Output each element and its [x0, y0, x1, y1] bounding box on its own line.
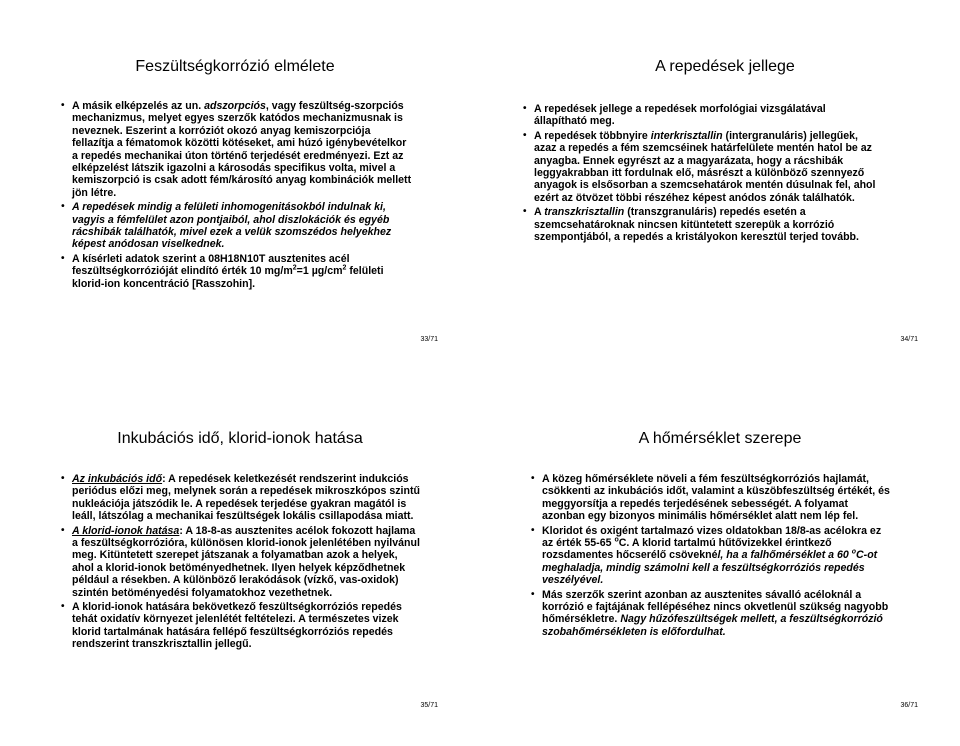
slide-33: [0, 0, 480, 373]
page-number: 36/71: [900, 702, 918, 709]
list-item: • Más szerzők szerint azonban az ausztenites sávalló acéloknál a korrózió e fajtájának fellépéséhez nincs okvetlenül szükség nagyobb hőmérsékletre. Nagy hűzófeszültségek mellett, a feszültségkorrózió szobahőmérsékleten is előfordulhat.: [532, 589, 892, 639]
bullet-list: [524, 103, 879, 245]
page-number: 33/71: [420, 336, 438, 343]
bullet-list: [62, 100, 414, 292]
list-item: • A másik elképzelés az un. adszorpciós, vagy feszültség-szorpciós mechanizmus, melyet egyes szerzők katódos mechanizmusnak is neveznek. Eszerint a korróziót okozó anyag kemiszorpciója fellazítja a fématomok közötti kötéseket, ami húzó igénybevételkor a repedés mechanikai úton történő terjedését eredményezi. Ezt az elképzelést látszik igazolni a károsodás specifikus volta, mivel a kemiszorpció is csak adott fém/károsító anyag kombinációk mellett jön létre.: [62, 100, 414, 199]
list-item: • Az inkubációs idő: A repedések keletkezését rendszerint indukciós periódus előzi meg, melynek során a repedések mikroszkópos szintű nukleációja játszódik le. A repedések terjedése gyakran magától is leáll, látszólag a mechanikai feszültségek lokális csillapodása miatt.: [62, 473, 422, 523]
bullet-list: [532, 473, 892, 640]
list-item: • A klorid-ionok hatása: A 18-8-as ausztenites acélok fokozott hajlama a feszültségkorrózióra, különösen klorid-ionok jelenlétében nyilvánul meg. Kitüntetett szerepet játszanak a folyamatban azok a helyek, ahol a klorid-ionok betöményedhetnek. Ilyen helyek képződhetnek például a résekben. A különböző lerakódások (vízkő, vas-oxidok) szintén betöményedési folyamatokhoz vezethetnek.: [62, 525, 422, 599]
list-item: • A kísérleti adatok szerint a 08H18N10T ausztenites acél feszültségkorrózióját elindító érték 10 $mg/m^2=1$ $\mu g/cm^2$ felületi klorid-ion koncentráció [Rasszohin].: [62, 253, 414, 290]
slide-title: Inkubációs idő, klorid-ionok hatása: [117, 430, 363, 447]
list-item: • Kloridot és oxigént tartalmazó vizes oldatokban 18/8-as acélokra ez az érték 55-65 $^o$C. A klorid tartalmú hűtővizekkel érintkező rozsdamentes hőcserélő csöveknél, ha a falhőmérséklet a 60 $^o$C-ot meghaladja, mindig számolni kell a feszültségkorróziós repedés veszélyével.: [532, 525, 892, 587]
list-item: • A transzkrisztallin (transzgranuláris) repedés esetén a szemcsehatároknak nincsen kitüntetett szerepük a korrózió szempontjából, a repedés a kristályokon keresztül terjed tovább.: [524, 206, 879, 243]
list-item: • A közeg hőmérséklete növeli a fém feszültségkorróziós hajlamát, csökkenti az inkubációs időt, valamint a küszöbfeszültség értékét, és meggyorsítja a repedés terjedésének sebességét. A folyamat azonban egy bizonyos minimális hőmérséklet alatt nem lép fel.: [532, 473, 892, 523]
bullet-list: [62, 473, 422, 653]
slide-title: A repedések jellege: [655, 58, 795, 75]
slide-34: [480, 0, 960, 373]
list-item: • A klorid-ionok hatására bekövetkező feszültségkorróziós repedés tehát oxidatív környezet jelenlétét feltételezi. A természetes vizek klorid tartalmának hatására fellépő feszültségkorróziós repedés rendszerint transzkrisztallin jellegű.: [62, 601, 422, 651]
list-item: • A repedések mindig a felületi inhomogenitásokból indulnak ki, vagyis a fémfelület azon pontjaiból, ahol diszlokációk és egyéb rácshibák találhatók, mivel ezek a velük szomszédos helyekhez képest anódosan viselkednek.: [62, 201, 414, 251]
slide-36: [480, 373, 960, 746]
page-number: 35/71: [420, 702, 438, 709]
slide-title: A hőmérséklet szerepe: [638, 430, 802, 447]
page-number: 34/71: [900, 336, 918, 343]
slide-title: Feszültségkorrózió elmélete: [135, 58, 335, 75]
list-item: • A repedések többnyire interkrisztallin (intergranuláris) jellegűek, azaz a repedés a fém szemcséinek határfelülete mentén hatol be az anyagba. Ennek egyrészt az a magyarázata, hogy a rácshibák leggyakrabban itt fordulnak elő, másrészt a különböző szennyező anyagok is elsősorban a szemcsehatárok mentén dúsulnak fel, ahol ezért az ötvözet többi részéhez képest anódos zónák találhatók.: [524, 130, 879, 204]
list-item: • A repedések jellege a repedések morfológiai vizsgálatával állapítható meg.: [524, 103, 879, 128]
slide-35: [0, 373, 480, 746]
